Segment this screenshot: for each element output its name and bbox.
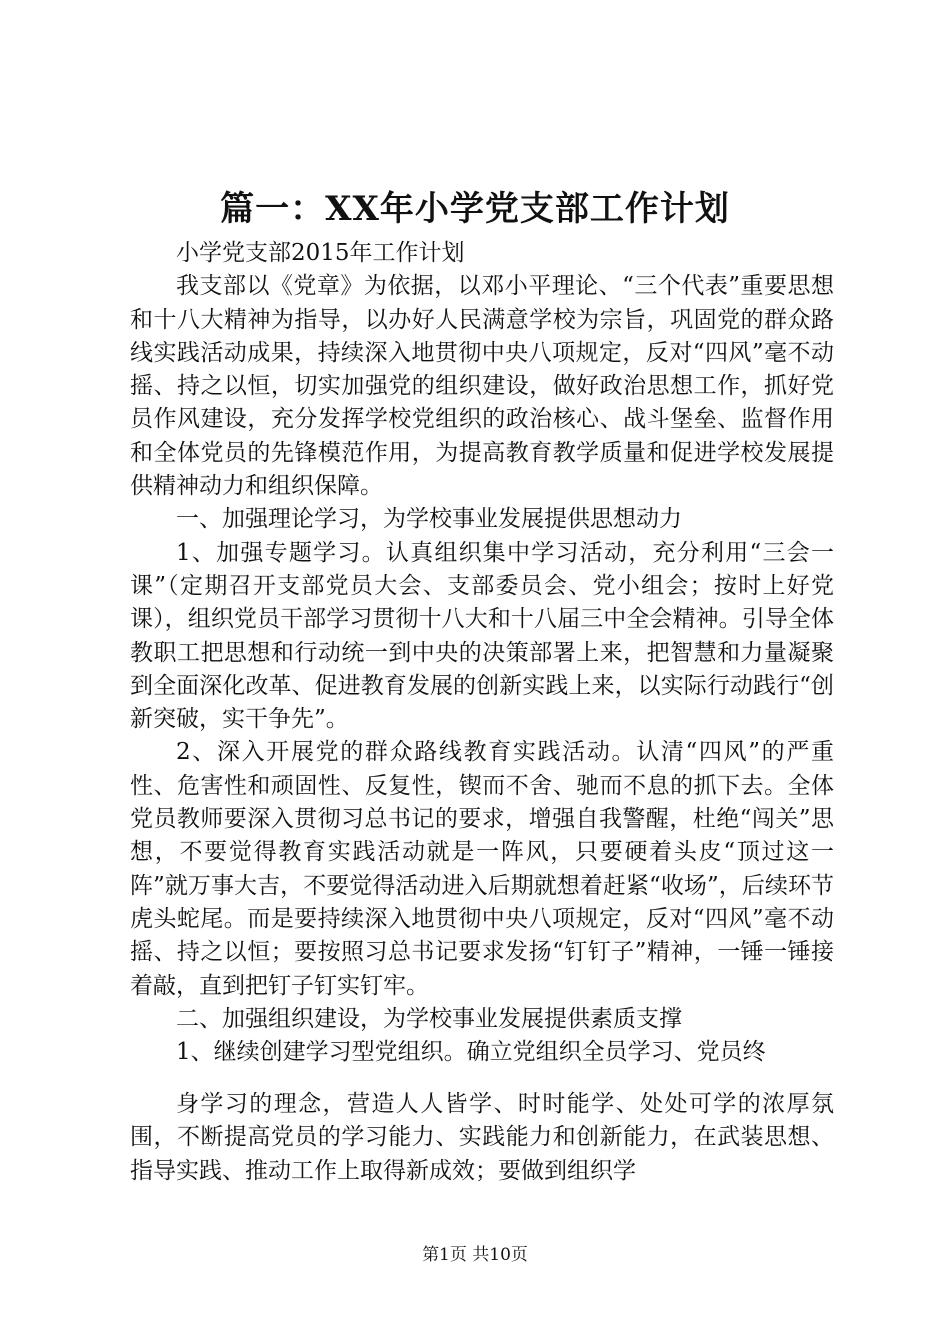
body-paragraph-continued: 身学习的理念，营造人人皆学、时时能学、处处可学的浓厚氛围，不断提高党员的学习能力、实践能力和创新能力，在武装思想、指导实践、推动工作上取得新成效；要做到组织学 [130,1091,834,1184]
document-title: 篇一：XX年小学党支部工作计划 [220,189,730,229]
section-heading-2: 二、加强组织建设，为学校事业发展提供素质支撑 [176,1005,682,1032]
intro-paragraph: 我支部以《党章》为依据，以邓小平理论、“三个代表”重要思想和十八大精神为指导，以办好人民满意学校为宗旨，巩固党的群众路线实践活动成果，持续深入地贯彻中央八项规定，反对“四风”毫不动摇、持之以恒，切实加强党的组织建设，做好政治思想工作，抓好党员作风建设，充分发挥学校党组织的政治核心、战斗堡垒、监督作用和全体党员的先锋模范作用，为提高教育教学质量和促进学校发展提供精神动力和组织保障。 [130,273,834,500]
section-heading-1: 一、加强理论学习，为学校事业发展提供思想动力 [176,506,682,533]
body-paragraph: 1、加强专题学习。认真组织集中学习活动，充分利用“三会一课”（定期召开支部党员大会、支部委员会、党小组会；按时上好党课），组织党员干部学习贯彻十八大和十八届三中全会精神。引导全体教职工把思想和行动统一到中央的决策部署上来，把智慧和力量凝聚到全面深化改革、促进教育发展的创新实践上来，以实际行动践行“创新突破，实干争先”。 [130,539,834,733]
page-footer: 第1页 共10页 [422,1245,528,1265]
subtitle-line: 小学党支部2015年工作计划 [176,240,465,266]
document-body-continued [130,1088,834,1188]
body-paragraph: 2、深入开展党的群众路线教育实践活动。认清“四风”的严重性、危害性和顽固性、反复性，锲而不舍、驰而不息的抓下去。全体党员教师要深入贯彻习总书记的要求，增强自我警醒，杜绝“闯关”思想，不要觉得教育实践活动就是一阵风，只要硬着头皮“顶过这一阵”就万事大吉，不要觉得活动进入后期就想着赶紧“收场”，后续环节虎头蛇尾。而是要持续深入地贯彻中央八项规定，反对“四风”毫不动摇、持之以恒；要按照习总书记要求发扬“钉钉子”精神，一锤一锤接着敲，直到把钉子钉实钉牢。 [130,739,834,999]
body-paragraph: 1、继续创建学习型党组织。确立党组织全员学习、党员终 [176,1039,766,1066]
document-body [130,237,834,1069]
